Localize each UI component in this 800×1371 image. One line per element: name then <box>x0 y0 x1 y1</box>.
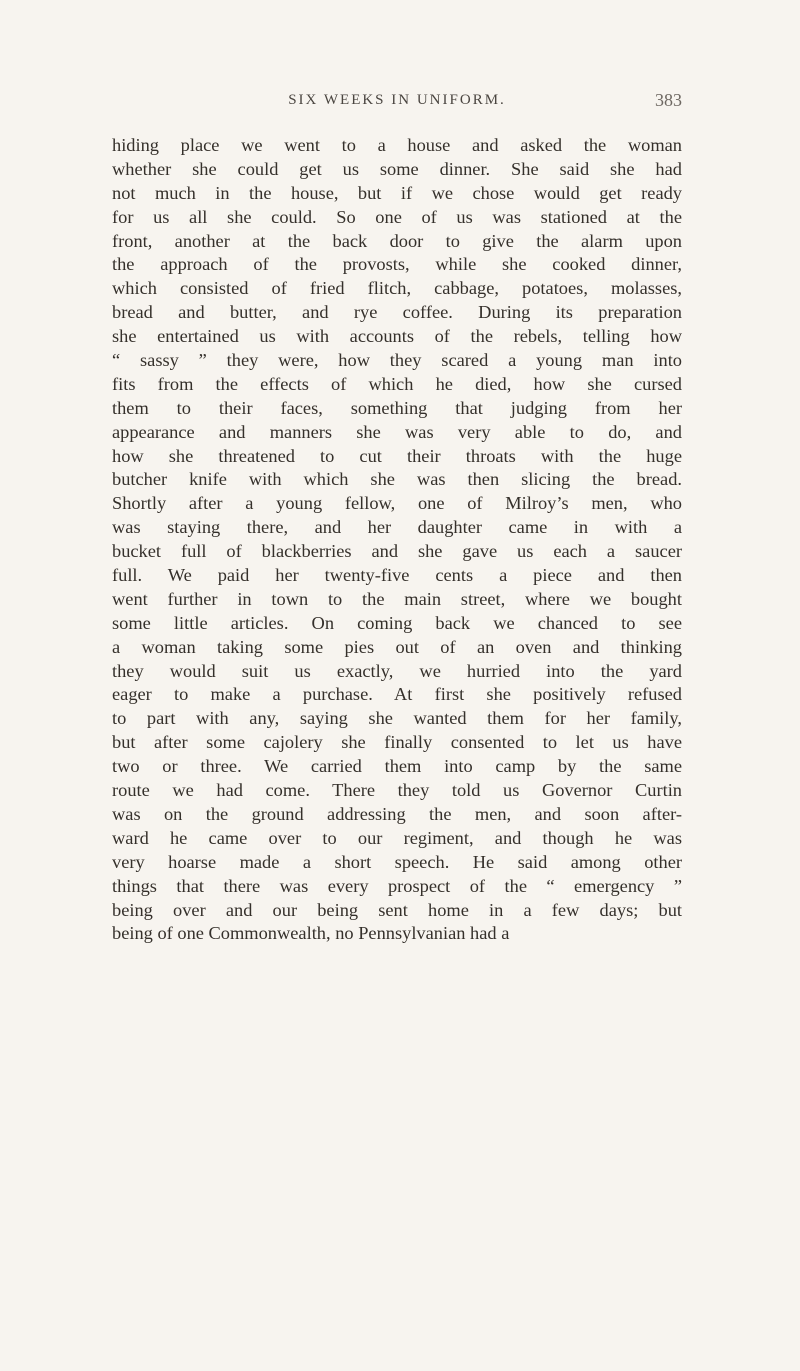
text-line: bread and butter, and rye coffee. During its preparation <box>112 302 682 323</box>
text-line: how she threatened to cut their throats with the huge <box>112 445 682 466</box>
text-line: whether she could get us some dinner. She said she had <box>112 158 682 179</box>
text-line: was staying there, and her daughter came in with a <box>112 517 682 538</box>
text-line: not much in the house, but if we chose would get ready <box>112 182 682 203</box>
text-line: two or three. We carried them into camp by the same <box>112 756 682 777</box>
text-line: fits from the effects of which he died, how she cursed <box>112 373 682 394</box>
text-line: ward he came over to our regiment, and though he was <box>112 827 682 848</box>
text-line: hiding place we went to a house and asked the woman <box>112 135 682 155</box>
text-line: bucket full of blackberries and she gave us each a saucer <box>112 541 682 562</box>
text-line: things that there was every prospect of the “ emergency ” <box>112 875 682 896</box>
text-line: very hoarse made a short speech. He said among other <box>112 851 682 872</box>
text-line: they would suit us exactly, we hurried into the yard <box>112 660 682 681</box>
running-head <box>112 92 682 116</box>
page-number: 383 <box>655 90 682 110</box>
text-line: appearance and manners she was very able to do, and <box>112 421 682 442</box>
text-line: being of one Commonwealth, no Pennsylvanian had a <box>112 923 510 944</box>
text-line: some little articles. On coming back we chanced to see <box>112 612 682 633</box>
text-line: butcher knife with which she was then slicing the bread. <box>112 469 682 490</box>
text-line: for us all she could. So one of us was stationed at the <box>112 206 682 227</box>
body-text <box>112 134 682 946</box>
text-line: them to their faces, something that judging from her <box>112 397 682 418</box>
text-line: to part with any, saying she wanted them for her family, <box>112 708 682 729</box>
text-line: “ sassy ” they were, how they scared a young man into <box>112 350 682 371</box>
text-line: Shortly after a young fellow, one of Milroy’s men, who <box>112 493 682 514</box>
text-line: she entertained us with accounts of the rebels, telling how <box>112 326 682 347</box>
text-line: eager to make a purchase. At first she positively refused <box>112 684 682 705</box>
text-line: being over and our being sent home in a few days; but <box>112 899 682 920</box>
text-line: which consisted of fried flitch, cabbage, potatoes, molasses, <box>112 278 682 299</box>
text-line: full. We paid her twenty-five cents a piece and then <box>112 565 682 586</box>
text-line: went further in town to the main street, where we bought <box>112 588 682 609</box>
text-line: was on the ground addressing the men, and soon after- <box>112 803 682 824</box>
text-line: a woman taking some pies out of an oven and thinking <box>112 636 682 657</box>
text-line: the approach of the provosts, while she cooked dinner, <box>112 254 682 275</box>
text-line: front, another at the back door to give the alarm upon <box>112 230 682 251</box>
text-line: route we had come. There they told us Governor Curtin <box>112 780 682 801</box>
running-title: SIX WEEKS IN UNIFORM. <box>288 92 506 108</box>
text-line: but after some cajolery she finally consented to let us have <box>112 732 682 753</box>
